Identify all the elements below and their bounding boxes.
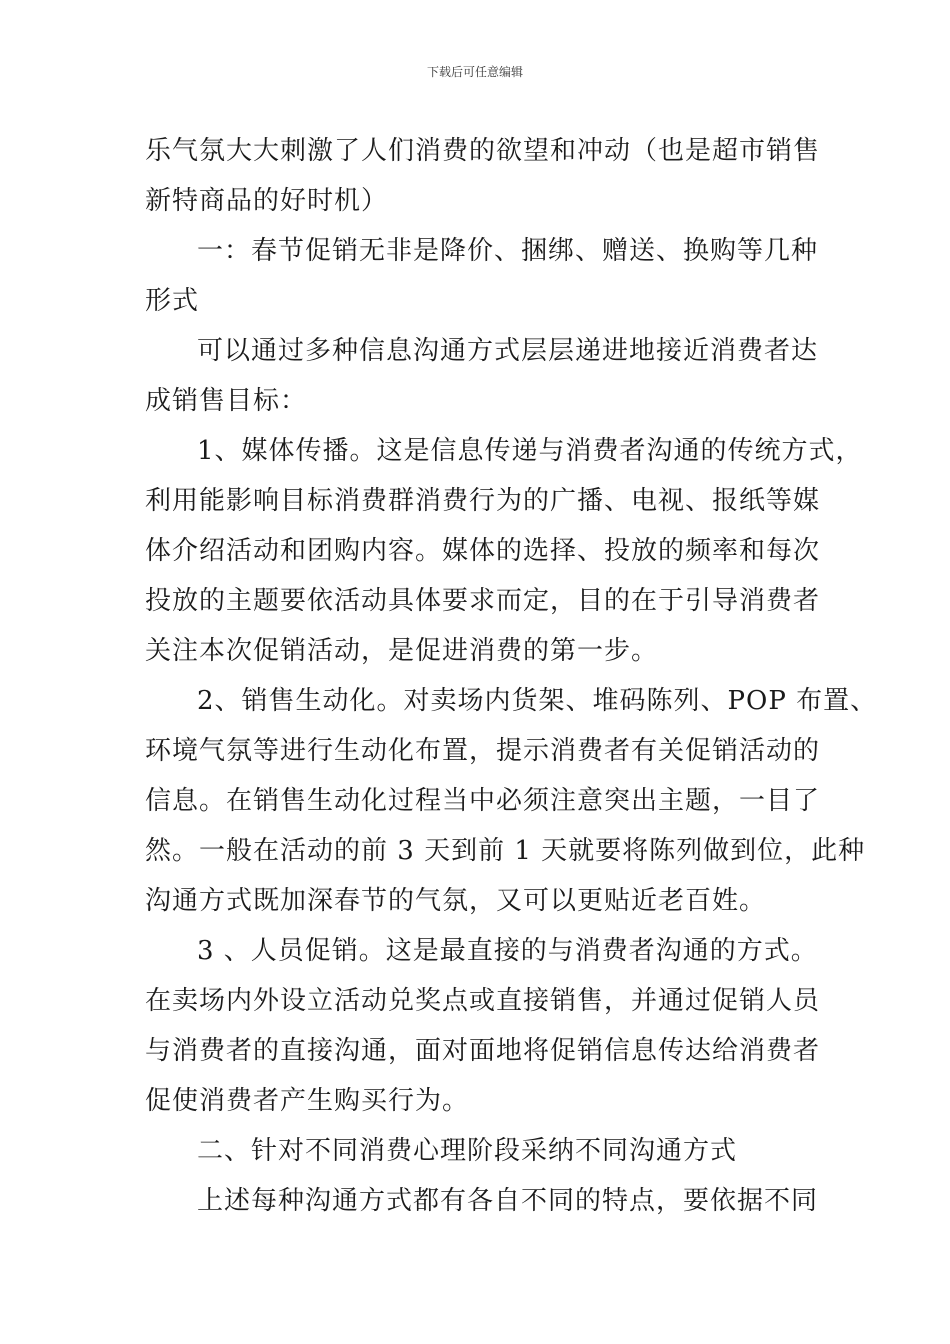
paragraph [145, 126, 835, 226]
text-line: 沟通方式既加深春节的气氛，又可以更贴近老百姓。 [145, 886, 767, 916]
paragraph [145, 426, 863, 676]
document-body [145, 126, 878, 1226]
text-line: 体介绍活动和团购内容。媒体的选择、投放的频率和每次 [145, 536, 821, 566]
text-line: 新特商品的好时机） [145, 186, 389, 216]
text-line: 信息。在销售生动化过程当中必须注意突出主题，一目了 [145, 786, 821, 816]
paragraph [145, 1176, 835, 1226]
text-line: 关注本次促销活动，是促进消费的第一步。 [145, 636, 659, 666]
text-line: 上述每种沟通方式都有各自不同的特点，要依据不同 [197, 1186, 819, 1216]
text-line: 利用能影响目标消费群消费行为的广播、电视、报纸等媒 [145, 486, 821, 516]
text-line: 二、针对不同消费心理阶段采纳不同沟通方式 [197, 1136, 738, 1166]
text-line: 形式 [145, 286, 200, 316]
text-line: 1、媒体传播。这是信息传递与消费者沟通的传统方式， [197, 436, 863, 466]
text-line: 可以通过多种信息沟通方式层层递进地接近消费者达 [197, 336, 819, 366]
text-line: 环境气氛等进行生动化布置，提示消费者有关促销活动的 [145, 736, 821, 766]
paragraph [145, 676, 878, 926]
text-line: 与消费者的直接沟通，面对面地将促销信息传达给消费者 [145, 1036, 821, 1066]
text-line: 投放的主题要依活动具体要求而定，目的在于引导消费者 [145, 586, 821, 616]
text-line: 然。一般在活动的前 3 天到前 1 天就要将陈列做到位，此种 [145, 836, 866, 866]
text-line: 3 、人员促销。这是最直接的与消费者沟通的方式。 [197, 936, 818, 966]
paragraph [145, 226, 835, 326]
text-line: 2、销售生动化。对卖场内货架、堆码陈列、POP 布置、 [197, 686, 878, 716]
text-line: 促使消费者产生购买行为。 [145, 1086, 470, 1116]
section-heading [145, 1126, 835, 1176]
text-line: 一：春节促销无非是降价、捆绑、赠送、换购等几种 [197, 236, 819, 266]
text-line: 成销售目标： [145, 386, 308, 416]
text-line: 在卖场内外设立活动兑奖点或直接销售，并通过促销人员 [145, 986, 821, 1016]
paragraph [145, 326, 835, 426]
text-line: 乐气氛大大刺激了人们消费的欲望和冲动（也是超市销售 [145, 136, 821, 166]
paragraph [145, 926, 835, 1126]
page-header-note: 下载后可任意编辑 [426, 65, 523, 79]
